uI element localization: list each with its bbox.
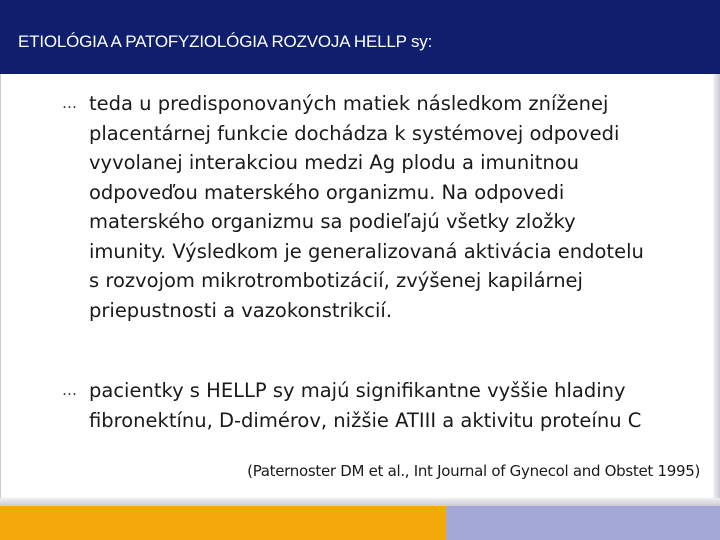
title-bar	[0, 0, 720, 74]
bullet-line: pacientky s HELLP sy majú signifikantne vyššie hladiny	[89, 379, 626, 402]
bullet-line: teda u predisponovaných matiek následkom zníženej	[89, 92, 609, 115]
bullet-item-lab-findings	[62, 376, 641, 435]
footer-bar-orange	[0, 506, 446, 540]
bullet-line: placentárnej funkcie dochádza k systémovej odpovedi	[89, 121, 620, 145]
ellipsis-bullet-icon: …	[62, 381, 77, 399]
ellipsis-bullet-icon: …	[62, 94, 77, 112]
citation-text: (Paternoster DM et al., Int Journal of Gynecol and Obstet 1995)	[247, 462, 700, 480]
bullet-line: materského organizmu sa podieľajú všetky zložky	[89, 210, 576, 233]
bullet-line: vyvolanej interakciou medzi Ag plodu a imunitnou	[89, 151, 579, 174]
content-shadow-bottom	[0, 498, 720, 506]
slide-title: ETIOLÓGIA A PATOFYZIOLÓGIA ROZVOJA HELLP sy:	[18, 32, 433, 51]
bullet-line: priepustnosti a vazokonstrikcií.	[89, 298, 393, 322]
footer-bar-lavender	[446, 506, 720, 540]
bullet-line: fibronektínu, D-dimérov, nižšie ATIII a aktivitu proteínu C	[89, 408, 642, 432]
bullet-item-etiology	[62, 89, 644, 325]
content-shadow-right	[713, 74, 720, 506]
bullet-line: imunity. Výsledkom je generalizovaná aktivácia endotelu	[89, 239, 644, 263]
bullet-line: odpoveďou materského organizmu. Na odpovedi	[89, 180, 565, 204]
bullet-line: s rozvojom mikrotrombotizácií, zvýšenej kapilárnej	[89, 269, 583, 292]
